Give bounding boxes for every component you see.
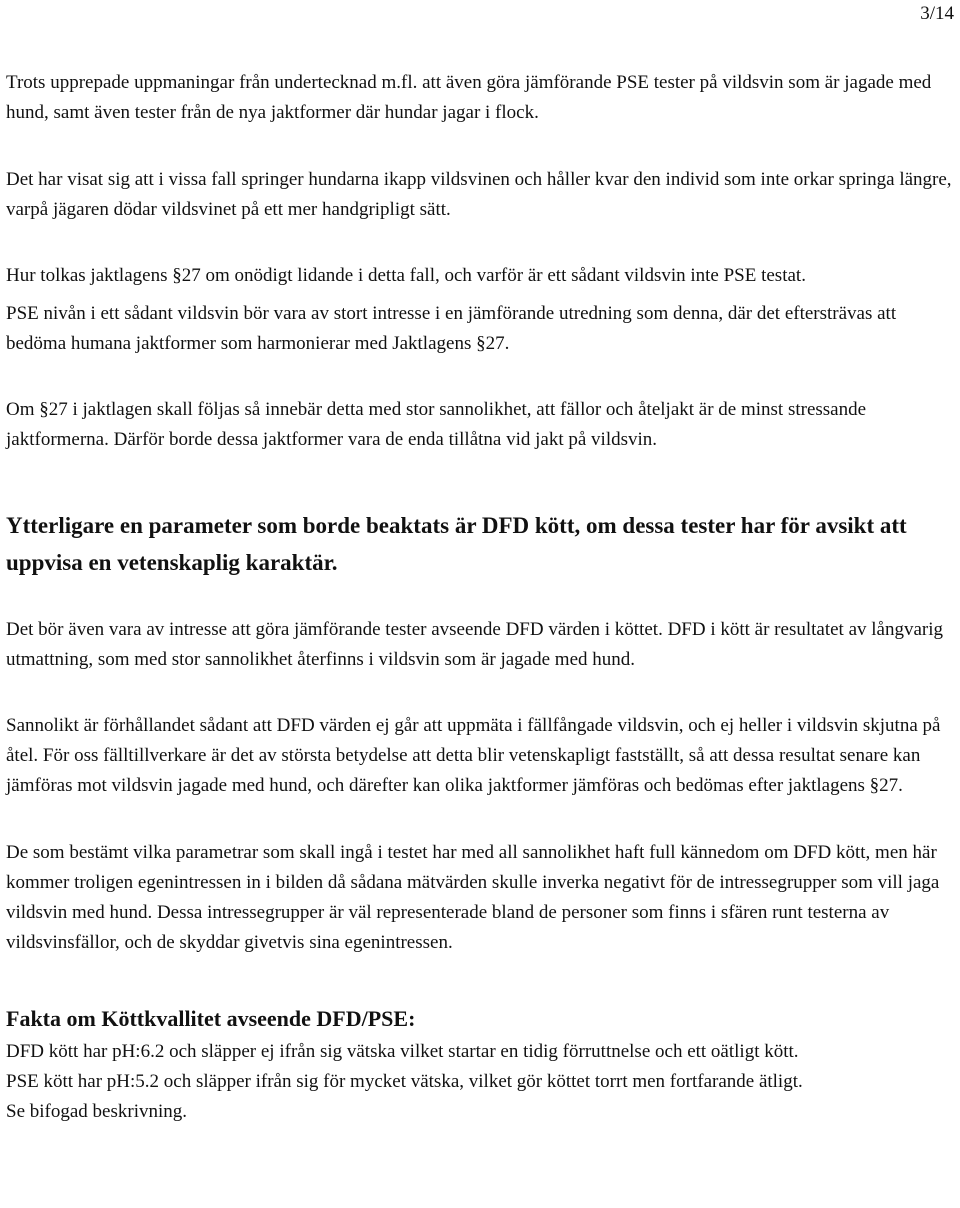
fact-pse: PSE kött har pH:5.2 och släpper ifrån sig för mycket vätska, vilket gör köttet torrt men fortfarande ätligt.	[6, 1071, 803, 1092]
paragraph-dogs-catch-boars: Det har visat sig att i vissa fall springer hundarna ikapp vildsvinen och håller kvar den individ som inte orkar springa längre, varpå jägaren dödar vildsvinet på ett mer handgripligt sätt.	[6, 169, 952, 220]
fact-dfd: DFD kött har pH:6.2 och släpper ej ifrån sig vätska vilket startar en tidig förruttnelse och ett oätligt kött.	[6, 1041, 799, 1062]
paragraph-least-stressful-methods: Om §27 i jaktlagen skall följas så innebär detta med stor sannolikhet, att fällor och åteljakt är de minst stressande jaktformerna. Därför borde dessa jaktformer vara de enda tillåtna vid jakt på vildsvin.	[6, 399, 867, 450]
paragraph-question-section-27: Hur tolkas jaktlagens §27 om onödigt lidande i detta fall, och varför är ett sådant vildsvin inte PSE testat.	[6, 265, 806, 286]
facts-heading: Fakta om Köttkvallitet avseende DFD/PSE:	[6, 1006, 416, 1031]
paragraph-repeated-requests: Trots upprepade uppmaningar från undertecknad m.fl. att även göra jämförande PSE tester på vildsvin som är jagade med hund, samt även tester från de nya jaktformer där hundar jagar i flock.	[6, 72, 932, 123]
paragraph-interest-groups: De som bestämt vilka parametrar som skall ingå i testet har med all sannolikhet haft full kännedom om DFD kött, men här kommer troligen egenintressen in i bilden då sådana mätvärden skulle inverka negativt för de intressegrupper som vill jaga vildsvin med hund. Dessa intressegrupper är väl representerade bland de personer som finns i sfären runt testerna av vildsvinsfällor, och de skyddar givetvis sina egenintressen.	[6, 842, 940, 953]
section-heading-dfd: Ytterligare en parameter som borde beaktats är DFD kött, om dessa tester har för avsikt att uppvisa en vetenskaplig karaktär.	[6, 513, 907, 575]
paragraph-dfd-trapped-boars: Sannolikt är förhållandet sådant att DFD värden ej går att uppmäta i fällfångade vildsvin, och ej heller i vildsvin skjutna på åtel. För oss fälltillverkare är det av största betydelse att detta blir vetenskapligt fastställt, så att dessa resultat senare kan jämföras mot vildsvin jagade med hund, och därefter kan olika jaktformer jämföras och bedömas efter jaktlagens §27.	[6, 715, 941, 796]
paragraph-pse-level-interest: PSE nivån i ett sådant vildsvin bör vara av stort intresse i en jämförande utredning som denna, där det eftersträvas att bedöma humana jaktformer som harmonierar med Jaktlagens §27.	[6, 303, 897, 354]
page-number: 3/14	[920, 3, 954, 24]
document-body	[6, 68, 956, 1127]
paragraph-dfd-comparison: Det bör även vara av intresse att göra jämförande tester avseende DFD värden i köttet. DFD i kött är resultatet av långvarig utmattning, som med stor sannolikhet återfinns i vildsvin som är jagade med hund.	[6, 619, 944, 670]
attachment-note: Se bifogad beskrivning.	[6, 1101, 188, 1122]
